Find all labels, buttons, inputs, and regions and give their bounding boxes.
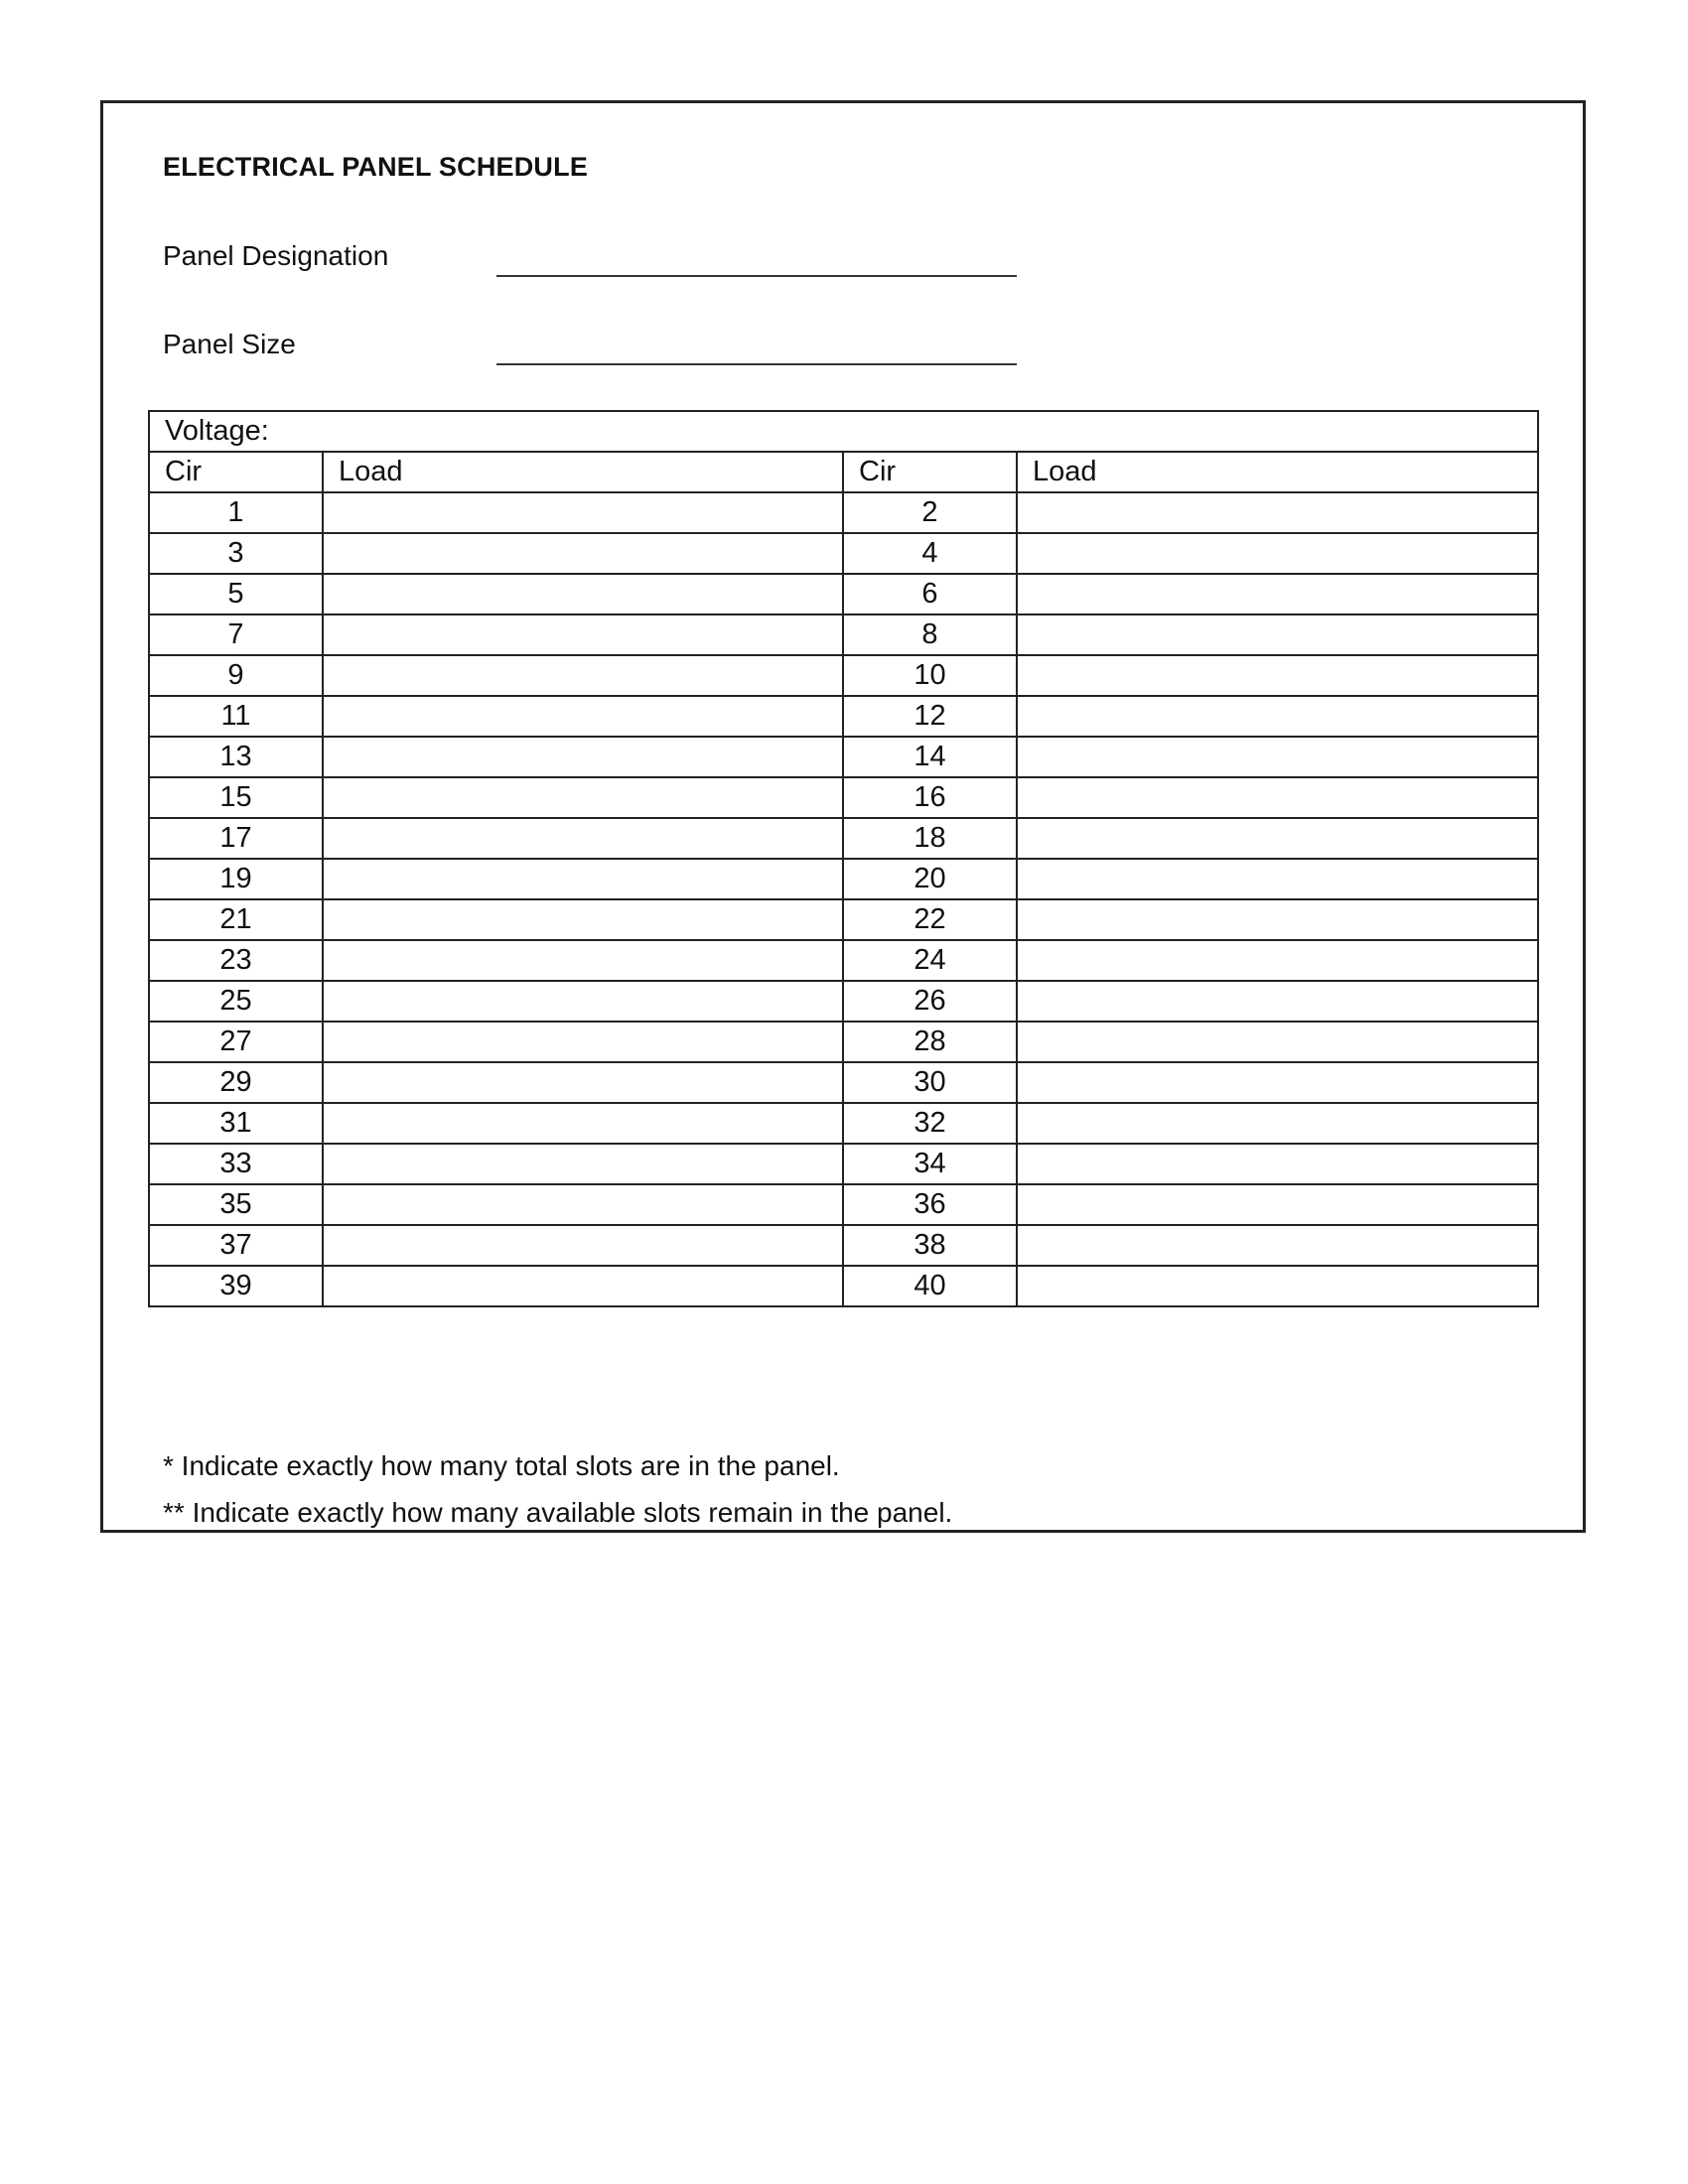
load-left-cell[interactable] [323, 1266, 843, 1306]
cir-left-number: 7 [149, 614, 323, 655]
load-right-cell[interactable] [1017, 574, 1538, 614]
circuit-row [149, 1144, 1538, 1184]
footnote-available-slots: ** Indicate exactly how many available slots remain in the panel. [163, 1497, 953, 1528]
circuit-row [149, 1184, 1538, 1225]
cir-left-number: 15 [149, 777, 323, 818]
cir-left-number: 29 [149, 1062, 323, 1103]
cir-right-number: 12 [843, 696, 1017, 737]
circuit-row [149, 777, 1538, 818]
cir-right-number: 24 [843, 940, 1017, 981]
load-left-cell[interactable] [323, 1184, 843, 1225]
header-row [149, 452, 1538, 492]
cir-left-number: 35 [149, 1184, 323, 1225]
load-right-cell[interactable] [1017, 1225, 1538, 1266]
cir-right-number: 38 [843, 1225, 1017, 1266]
load-right-cell[interactable] [1017, 492, 1538, 533]
load-right-cell[interactable] [1017, 859, 1538, 899]
cir-right-number: 34 [843, 1144, 1017, 1184]
cir-right-number: 6 [843, 574, 1017, 614]
cir-left-number: 21 [149, 899, 323, 940]
circuit-row [149, 574, 1538, 614]
load-right-cell[interactable] [1017, 899, 1538, 940]
form-title: ELECTRICAL PANEL SCHEDULE [163, 152, 589, 182]
circuit-row [149, 1103, 1538, 1144]
cir-left-number: 13 [149, 737, 323, 777]
cir-right-number: 30 [843, 1062, 1017, 1103]
load-left-cell[interactable] [323, 899, 843, 940]
cir-right-number: 4 [843, 533, 1017, 574]
circuit-row [149, 981, 1538, 1022]
voltage-row [149, 411, 1538, 452]
circuit-row [149, 533, 1538, 574]
circuit-row [149, 818, 1538, 859]
circuit-row [149, 1062, 1538, 1103]
cir-left-number: 39 [149, 1266, 323, 1306]
cir-left-number: 37 [149, 1225, 323, 1266]
cir-left-number: 19 [149, 859, 323, 899]
load-right-cell[interactable] [1017, 737, 1538, 777]
cir-right-number: 8 [843, 614, 1017, 655]
cir-left-header: Cir [149, 452, 323, 492]
cir-right-number: 32 [843, 1103, 1017, 1144]
load-left-cell[interactable] [323, 533, 843, 574]
load-right-cell[interactable] [1017, 533, 1538, 574]
load-right-cell[interactable] [1017, 1266, 1538, 1306]
load-left-cell[interactable] [323, 1144, 843, 1184]
cir-left-number: 11 [149, 696, 323, 737]
cir-left-number: 27 [149, 1022, 323, 1062]
load-right-cell[interactable] [1017, 1184, 1538, 1225]
circuit-row [149, 614, 1538, 655]
cir-right-number: 20 [843, 859, 1017, 899]
load-right-cell[interactable] [1017, 940, 1538, 981]
load-left-cell[interactable] [323, 818, 843, 859]
load-right-cell[interactable] [1017, 614, 1538, 655]
cir-left-number: 3 [149, 533, 323, 574]
load-left-cell[interactable] [323, 940, 843, 981]
load-left-cell[interactable] [323, 614, 843, 655]
cir-left-number: 17 [149, 818, 323, 859]
cir-right-number: 14 [843, 737, 1017, 777]
load-left-cell[interactable] [323, 1225, 843, 1266]
cir-right-number: 26 [843, 981, 1017, 1022]
panel-designation-label: Panel Designation [163, 240, 389, 271]
panel-schedule-table [148, 410, 1539, 1307]
circuit-row [149, 696, 1538, 737]
load-left-cell[interactable] [323, 1103, 843, 1144]
cir-left-number: 9 [149, 655, 323, 696]
load-left-cell[interactable] [323, 492, 843, 533]
panel-size-field[interactable] [496, 363, 1017, 365]
load-left-cell[interactable] [323, 655, 843, 696]
cir-right-number: 2 [843, 492, 1017, 533]
cir-right-number: 18 [843, 818, 1017, 859]
load-right-cell[interactable] [1017, 1103, 1538, 1144]
load-left-cell[interactable] [323, 737, 843, 777]
load-left-header: Load [323, 452, 843, 492]
circuit-row [149, 492, 1538, 533]
circuit-row [149, 655, 1538, 696]
load-right-header: Load [1017, 452, 1538, 492]
voltage-label[interactable]: Voltage: [149, 411, 1538, 452]
panel-size-label: Panel Size [163, 329, 296, 359]
load-left-cell[interactable] [323, 859, 843, 899]
load-left-cell[interactable] [323, 1022, 843, 1062]
cir-left-number: 25 [149, 981, 323, 1022]
load-left-cell[interactable] [323, 1062, 843, 1103]
load-right-cell[interactable] [1017, 655, 1538, 696]
cir-right-number: 28 [843, 1022, 1017, 1062]
cir-left-number: 31 [149, 1103, 323, 1144]
load-right-cell[interactable] [1017, 1022, 1538, 1062]
load-right-cell[interactable] [1017, 1062, 1538, 1103]
circuit-row [149, 859, 1538, 899]
load-left-cell[interactable] [323, 981, 843, 1022]
footnote-total-slots: * Indicate exactly how many total slots are in the panel. [163, 1450, 840, 1481]
circuit-row [149, 737, 1538, 777]
load-right-cell[interactable] [1017, 696, 1538, 737]
panel-designation-field[interactable] [496, 275, 1017, 277]
circuit-row [149, 1225, 1538, 1266]
cir-right-number: 22 [843, 899, 1017, 940]
cir-right-number: 36 [843, 1184, 1017, 1225]
cir-left-number: 1 [149, 492, 323, 533]
cir-left-number: 33 [149, 1144, 323, 1184]
circuit-row [149, 940, 1538, 981]
cir-right-number: 16 [843, 777, 1017, 818]
cir-right-header: Cir [843, 452, 1017, 492]
cir-right-number: 40 [843, 1266, 1017, 1306]
load-left-cell[interactable] [323, 696, 843, 737]
load-right-cell[interactable] [1017, 777, 1538, 818]
cir-left-number: 23 [149, 940, 323, 981]
circuit-row [149, 1266, 1538, 1306]
circuit-row [149, 899, 1538, 940]
load-right-cell[interactable] [1017, 1144, 1538, 1184]
load-left-cell[interactable] [323, 777, 843, 818]
cir-left-number: 5 [149, 574, 323, 614]
cir-right-number: 10 [843, 655, 1017, 696]
load-right-cell[interactable] [1017, 981, 1538, 1022]
load-left-cell[interactable] [323, 574, 843, 614]
load-right-cell[interactable] [1017, 818, 1538, 859]
circuit-row [149, 1022, 1538, 1062]
